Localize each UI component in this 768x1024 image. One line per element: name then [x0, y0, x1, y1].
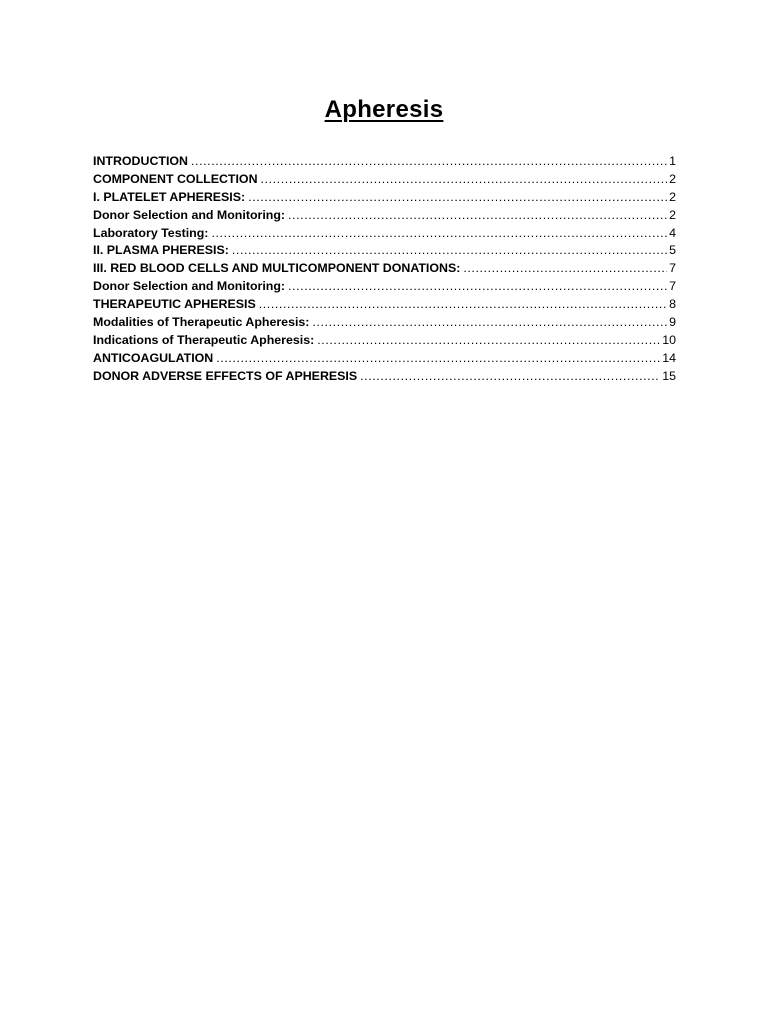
- toc-dot-leader: [288, 207, 667, 225]
- toc-entry-therapeutic-apheresis[interactable]: [93, 296, 676, 314]
- toc-page-number: 14: [662, 350, 676, 365]
- toc-entry-red-blood-cells[interactable]: [93, 260, 676, 278]
- toc-entry-introduction[interactable]: [93, 153, 676, 171]
- toc-entry-label: INTRODUCTION: [93, 154, 188, 168]
- toc-dot-leader: [317, 332, 660, 350]
- toc-entry-anticoagulation[interactable]: [93, 350, 676, 368]
- toc-entry-label: ANTICOAGULATION: [93, 350, 214, 365]
- toc-page-number: 2: [669, 207, 676, 222]
- toc-entry-laboratory-testing[interactable]: [93, 225, 676, 243]
- toc-dot-leader: [191, 153, 667, 171]
- document-title-text: Apheresis: [324, 96, 444, 123]
- toc-entry-label: DONOR ADVERSE EFFECTS OF APHERESIS: [93, 368, 358, 383]
- toc-page-number: 8: [669, 297, 676, 312]
- toc-entry-indications[interactable]: [93, 332, 676, 350]
- toc-dot-leader: [259, 296, 667, 314]
- toc-page-number: 2: [669, 171, 676, 186]
- toc-dot-leader: [248, 189, 667, 207]
- toc-page-number: 7: [669, 261, 676, 276]
- toc-dot-leader: [232, 242, 667, 260]
- toc-entry-label: Donor Selection and Monitoring:: [93, 207, 286, 222]
- toc-page-number: 7: [669, 279, 676, 294]
- toc-dot-leader: [261, 171, 668, 189]
- toc-dot-leader: [288, 278, 667, 296]
- toc-entry-label: Modalities of Therapeutic Apheresis:: [93, 315, 310, 330]
- toc-entry-label: Laboratory Testing:: [93, 225, 209, 240]
- toc-page-number: 15: [662, 368, 676, 383]
- toc-dot-leader: [360, 368, 660, 386]
- toc-entry-label: Donor Selection and Monitoring:: [93, 279, 286, 294]
- toc-entry-label: Indications of Therapeutic Apheresis:: [93, 332, 315, 347]
- toc-dot-leader: [312, 314, 667, 332]
- toc-entry-donor-selection-1[interactable]: [93, 207, 676, 225]
- toc-page-number: 5: [669, 243, 676, 258]
- toc-dot-leader: [463, 260, 667, 278]
- toc-entry-plasma-pheresis[interactable]: [93, 242, 676, 260]
- toc-entry-modalities[interactable]: [93, 314, 676, 332]
- document-title: [0, 88, 768, 125]
- toc-page-number: 2: [669, 189, 676, 204]
- toc-entry-label: COMPONENT COLLECTION: [93, 171, 258, 186]
- toc-entry-donor-adverse-effects[interactable]: [93, 368, 676, 386]
- toc-entry-component-collection[interactable]: [93, 171, 676, 189]
- toc-entry-donor-selection-2[interactable]: [93, 278, 676, 296]
- toc-page-number: 4: [669, 225, 676, 240]
- toc-entry-label: II. PLASMA PHERESIS:: [93, 243, 229, 258]
- toc-entry-label: I. PLATELET APHERESIS:: [93, 189, 246, 204]
- toc-entry-platelet-apheresis[interactable]: [93, 189, 676, 207]
- toc-page-number: 1: [669, 154, 676, 168]
- toc-page-number: 10: [662, 332, 676, 347]
- toc-dot-leader: [211, 225, 667, 243]
- toc-entry-label: III. RED BLOOD CELLS AND MULTICOMPONENT DONATIONS:: [93, 261, 461, 276]
- toc-entry-label: THERAPEUTIC APHERESIS: [93, 297, 256, 312]
- toc-dot-leader: [216, 350, 660, 368]
- toc-page-number: 9: [669, 315, 676, 330]
- table-of-contents: [93, 153, 676, 386]
